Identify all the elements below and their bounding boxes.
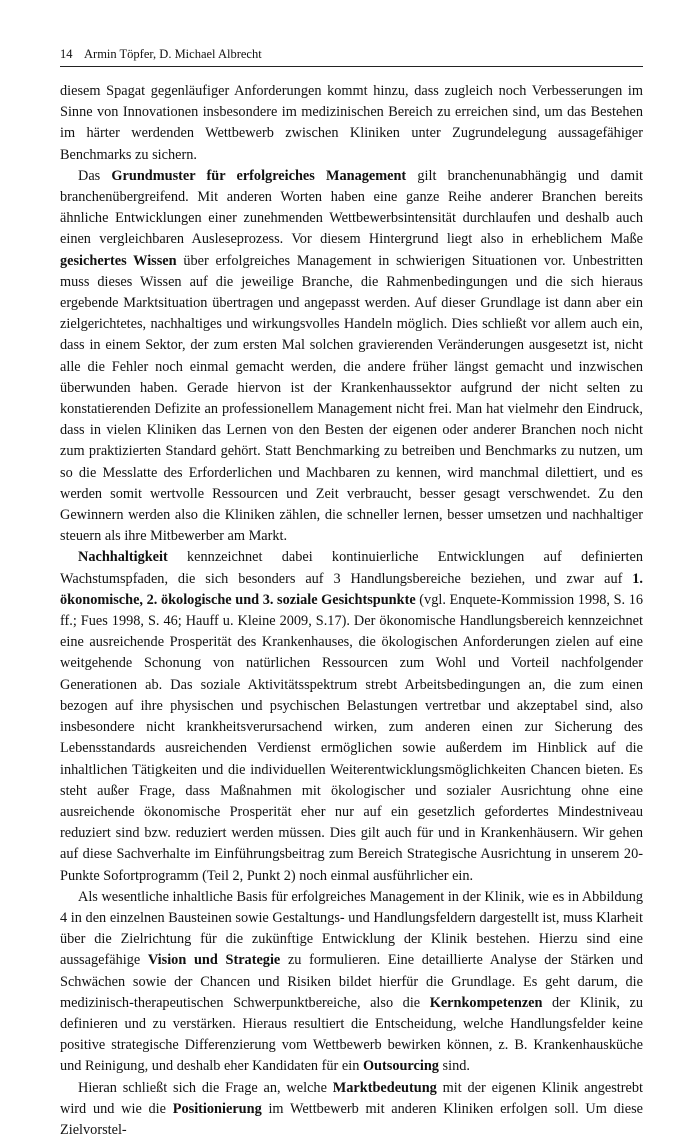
bold-term: 1. ökonomische, 2. ökologische und 3. soziale Gesichtspunkte [60, 570, 643, 608]
page-number: 14 [60, 47, 73, 61]
bold-term: Nachhaltigkeit [78, 549, 168, 566]
bold-term: Vision und Strategie [147, 952, 281, 969]
book-page [60, 46, 643, 1141]
text-run: diesem Spagat gegenläufiger Anforderungen kommt hinzu, dass zugleich noch Verbesserungen im Sinne von Innovationen insbesondere im medizinischen Bereich zu erreichen sind, um das Bestehen im härter werdenden Wettbewerb zwischen Kliniken unter Zugrundelegung aussagefähiger Benchmarks zu sichern. [60, 83, 643, 163]
bold-term: Positionierung [172, 1100, 262, 1117]
text-run: Hieran schließt sich die Frage an, welche [78, 1079, 333, 1096]
body-text [60, 81, 643, 1141]
bold-term: gesichertes Wissen [60, 252, 177, 269]
text-run: Als wesentliche inhaltliche Basis für erfolgreiches Management in der Klinik, wie es in Abbildung 4 in den einzelnen Bausteinen sowie Gestaltungs- und Handlungsfeldern dargestellt ist, muss Klarheit über die Zielrichtung für die zukünftige Entwicklung der Klinik bestehen. Hierzu sind eine aussagefähige [60, 888, 643, 969]
text-run: sind. [438, 1058, 470, 1075]
text-run: der Klinik, zu definieren und zu verstärken. Hieraus resultiert die Entscheidung, welche Handlungsfelder keine positive strategische Differenzierung vom Wettbewerb bewirken können, z. B. Krankenhausküche und Reinigung, und deshalb eher Kandidaten für ein [60, 994, 644, 1075]
paragraph [60, 547, 643, 886]
text-run: mit der eigenen Klinik angestrebt wird und wie die [60, 1079, 644, 1117]
text-run: (vgl. Enquete-Kommission 1998, S. 16 ff.; Fues 1998, S. 46; Hauff u. Kleine 2009, S.17). Der ökonomische Handlungsbereich kennzeichnet eine ausreichende Prosperität des Krankenhauses, die ökologischen Anforderungen zielen auf eine weitgehende Schonung von natürlichen Ressourcen zum Wohl und Vorteil nachfolgender Generationen ab. Das soziale Aktivitätsspektrum strebt Arbeitsbedingungen an, die zum einen bezogen auf ihre physischen und psychischen Belastungen vertretbar und akzeptabel sind, also insbesondere nicht krankheitsverursachend wirken, zum anderen einen zur Sicherung des Lebensstandards ausreichenden Verdienst ermöglichen sowie außerdem im Hinblick auf die inhaltlichen Tätigkeiten und die individuellen Weiterentwicklungsmöglichkeiten Chancen bieten. Es steht außer Frage, dass Maßnahmen mit ökologischer und sozialer Ausrichtung ohne eine ausreichende ökonomische Prosperität eher nur auf ein gesetzlich gefordertes Mindestniveau reduziert sind bzw. reduziert werden müssen. Dies gilt auch für und in Krankenhäusern. Wir gehen auf diese Sachverhalte im Einführungsbeitrag zum Bereich Strategische Ausrichtung in unserem 20-Punkte Sofortprogramm (Teil 2, Punkt 2) noch einmal ausführlicher ein. [60, 591, 644, 884]
running-header [60, 46, 643, 67]
paragraph [60, 81, 643, 166]
bold-term: Marktbedeutung [332, 1079, 437, 1096]
text-run: zu formulieren. Eine detaillierte Analyse der Stärken und Schwächen sowie der Chancen und Risiken bildet hierfür die Grundlage. Es geht darum, die medizinisch-therapeutischen Schwerpunktbereiche, also die [60, 952, 643, 1011]
text-run: im Wettbewerb mit anderen Kliniken erfolgen soll. Um diese Zielvorstel- [60, 1100, 643, 1138]
text-run: über erfolgreiches Management in schwierigen Situationen vor. Unbestritten muss dieses Wissen auf die jeweilige Branche, die Rahmenbedingungen und die sich hieraus ergebende Marktsituation übertragen und angepasst werden. Auf dieser Grundlage ist dann aber ein zielgerichtetes, nachhaltiges und wirkungsvolles Handeln möglich. Dies schließt vor allem auch ein, dass in einem Sektor, der zum ersten Mal solchen gravierenden Veränderungen ausgesetzt ist, nicht alle die Fehler noch einmal gemacht werden, die andere früher längst gemacht und inzwischen überwunden haben. Gerade hiervon ist der Krankenhaussektor aufgrund der nicht selten zu konstatierenden Defizite an professionellem Management nicht frei. Man hat vielmehr den Eindruck, dass in vielen Kliniken das Lernen von den Besten der eigenen oder anderer Branchen noch nicht zum praktizierten Standard gehört. Statt Benchmarking zu betreiben und Benchmarks zu nutzen, um so die Messlatte des Erforderlichen und Machbaren zu kennen, wird manchmal dilettiert, und es werden somit wertvolle Ressourcen und Zeit verbraucht, besser gesagt verschwendet. Zu den Gewinnern werden also die Kliniken zählen, die schneller lernen, besser umsetzen und nachhaltiger steuern als ihre Mitbewerber am Markt. [60, 252, 643, 545]
bold-term: Kernkompetenzen [429, 994, 543, 1011]
bold-term: Outsourcing [362, 1058, 439, 1075]
bold-term: Grundmuster für erfolgreiches Management [111, 167, 407, 184]
paragraph [60, 1078, 643, 1141]
text-run: Das [78, 167, 112, 184]
paragraph [60, 166, 643, 548]
text-run: kennzeichnet dabei kontinuierliche Entwicklungen auf definierten Wachstumspfaden, die sich besonders auf 3 Handlungsbereiche beziehen, und zwar auf [60, 549, 643, 587]
header-authors: Armin Töpfer, D. Michael Albrecht [84, 47, 262, 61]
text-run: gilt branchenunabhängig und damit branchenübergreifend. Mit anderen Worten haben eine ganze Reihe anderer Branchen bereits ähnliche Entwicklungen einer zunehmenden Wettbewerbsintensität durchlaufen und deshalb auch einen vergleichbaren Ausleseprozess. Vor diesem Hintergrund liegt also in erheblichem Maße [60, 167, 644, 248]
paragraph [60, 887, 643, 1078]
